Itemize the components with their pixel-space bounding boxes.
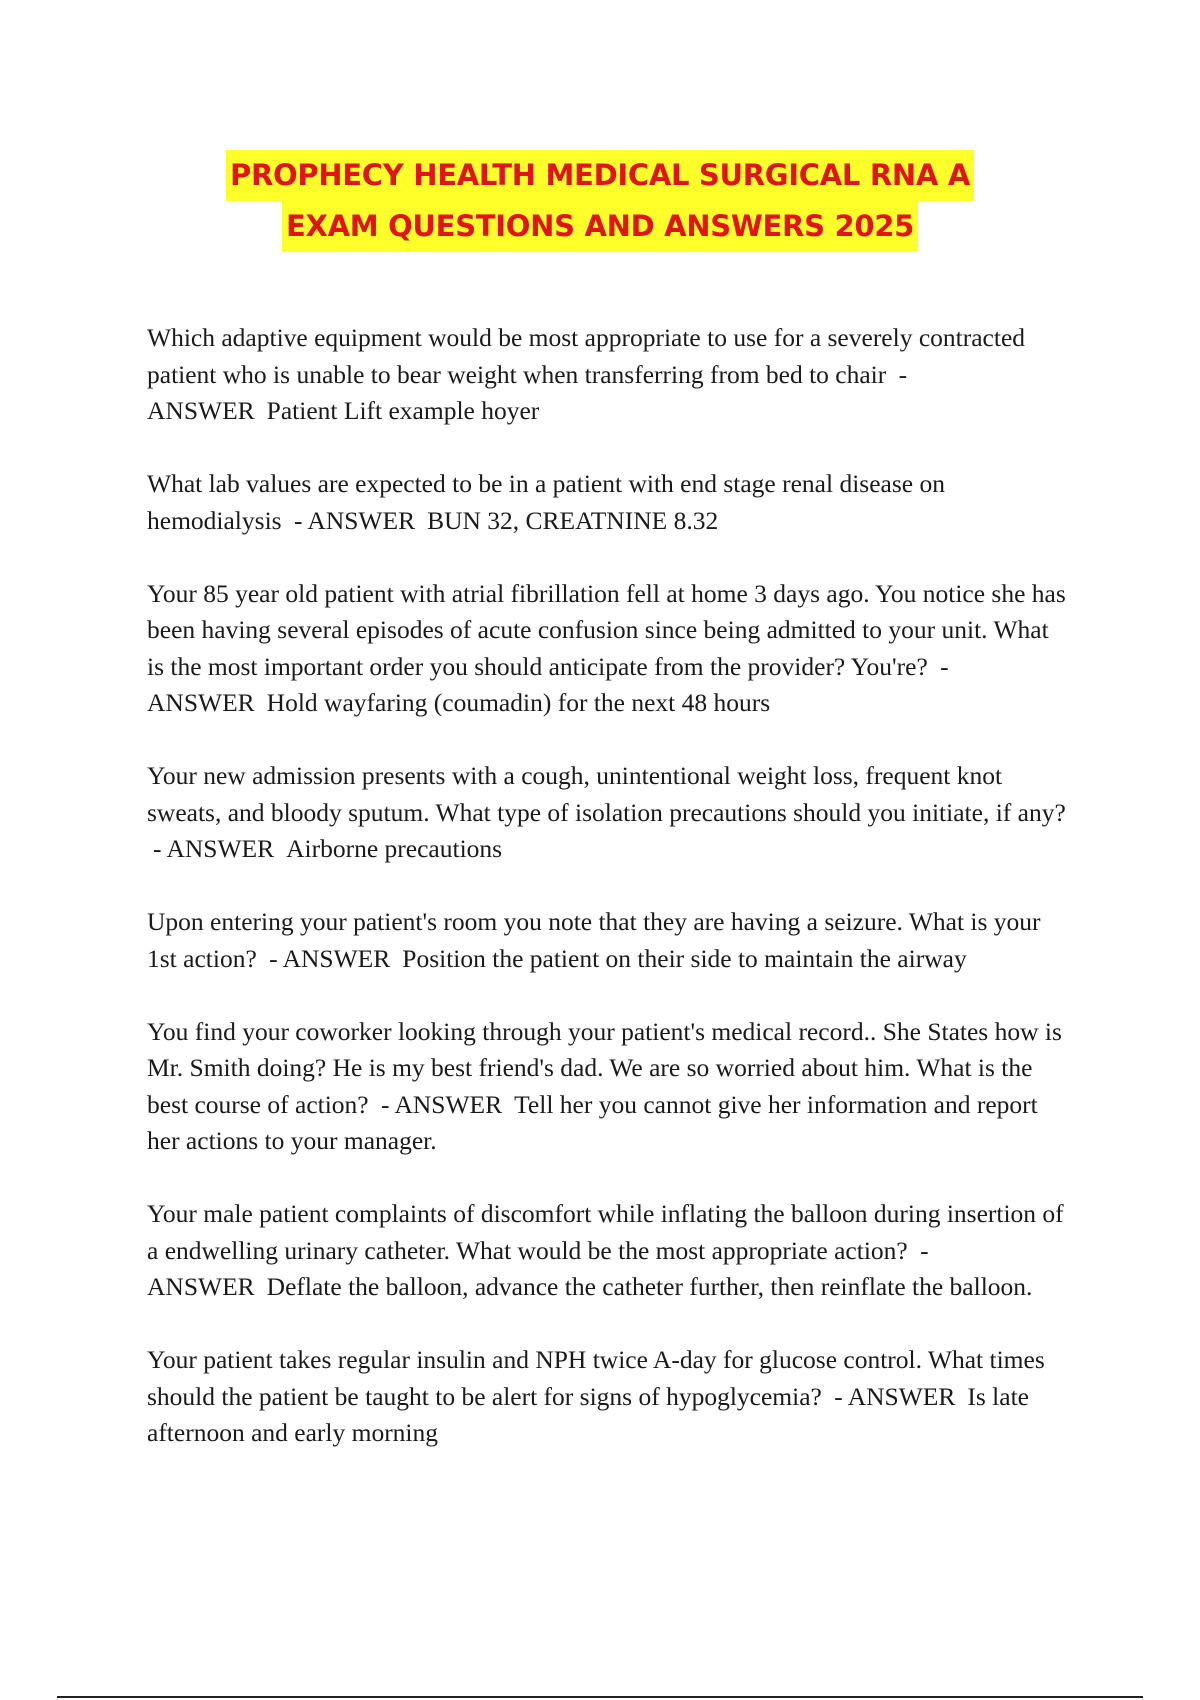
document-title xyxy=(0,150,1200,252)
answer-label-3: - ANSWER xyxy=(147,651,949,717)
answer-3: Hold wayfaring (coumadin) for the next 48 hours xyxy=(266,688,771,717)
question-3: Your 85 year old patient with atrial fibrillation fell at home 3 days ago. You notice she has been having several episodes of acute confusion since being admitted to your unit. What is the most important order you should anticipate from the provider? You're? xyxy=(147,578,1066,681)
answer-label-5: - ANSWER xyxy=(269,943,391,973)
qa-item-1 xyxy=(147,320,1067,430)
question-4: Your new admission presents with a cough, unintentional weight loss, frequent knot sweats, and bloody sputum. What type of isolation precautions should you initiate, if any? xyxy=(147,761,1066,827)
qa-item-2 xyxy=(147,466,1067,539)
qa-item-4 xyxy=(147,758,1067,868)
title-line-1: PROPHECY HEALTH MEDICAL SURGICAL RNA A xyxy=(226,150,974,201)
answer-label-1: - ANSWER xyxy=(147,359,908,425)
answer-label-2: - ANSWER xyxy=(293,505,416,535)
question-2: What lab values are expected to be in a patient with end stage renal disease on hemodialysis xyxy=(147,469,945,535)
qa-item-5 xyxy=(147,904,1067,977)
answer-1: Patient Lift example hoyer xyxy=(266,396,540,425)
qa-item-8 xyxy=(147,1342,1067,1452)
answer-label-7: - ANSWER xyxy=(147,1235,929,1301)
question-1: Which adaptive equipment would be most appropriate to use for a severely contracted patient who is unable to bear weight when transferring from bed to chair xyxy=(147,323,1026,389)
question-6: You find your coworker looking through your patient's medical record.. She States how is Mr. Smith doing? He is my best friend's dad. We are so worried about him. What is the best course of action? xyxy=(147,1016,1062,1119)
qa-list xyxy=(147,320,1067,1488)
question-5: Upon entering your patient's room you note that they are having a seizure. What is your 1st action? xyxy=(147,907,1041,973)
qa-item-7 xyxy=(147,1196,1067,1306)
answer-7: Deflate the balloon, advance the catheter further, then reinflate the balloon. xyxy=(266,1272,1033,1301)
answer-label-6: - ANSWER xyxy=(381,1089,503,1119)
bottom-divider xyxy=(57,1696,1143,1698)
answer-label-8: - ANSWER xyxy=(834,1381,956,1411)
answer-5: Position the patient on their side to maintain the airway xyxy=(402,943,967,973)
answer-label-4: - ANSWER xyxy=(153,834,275,863)
qa-item-3 xyxy=(147,576,1067,722)
answer-8: Is late afternoon and early morning xyxy=(147,1381,1029,1447)
answer-4: Airborne precautions xyxy=(286,834,503,863)
answer-2: BUN 32, CREATNINE 8.32 xyxy=(427,505,719,535)
question-8: Your patient takes regular insulin and NPH twice A-day for glucose control. What times should the patient be taught to be alert for signs of hypoglycemia? xyxy=(147,1345,1045,1411)
question-7: Your male patient complaints of discomfort while inflating the balloon during insertion of a endwelling urinary catheter. What would be the most appropriate action? xyxy=(147,1199,1064,1265)
answer-6: Tell her you cannot give her information and report her actions to your manager. xyxy=(147,1089,1038,1155)
title-line-2: EXAM QUESTIONS AND ANSWERS 2025 xyxy=(282,201,918,252)
qa-item-6 xyxy=(147,1014,1067,1160)
